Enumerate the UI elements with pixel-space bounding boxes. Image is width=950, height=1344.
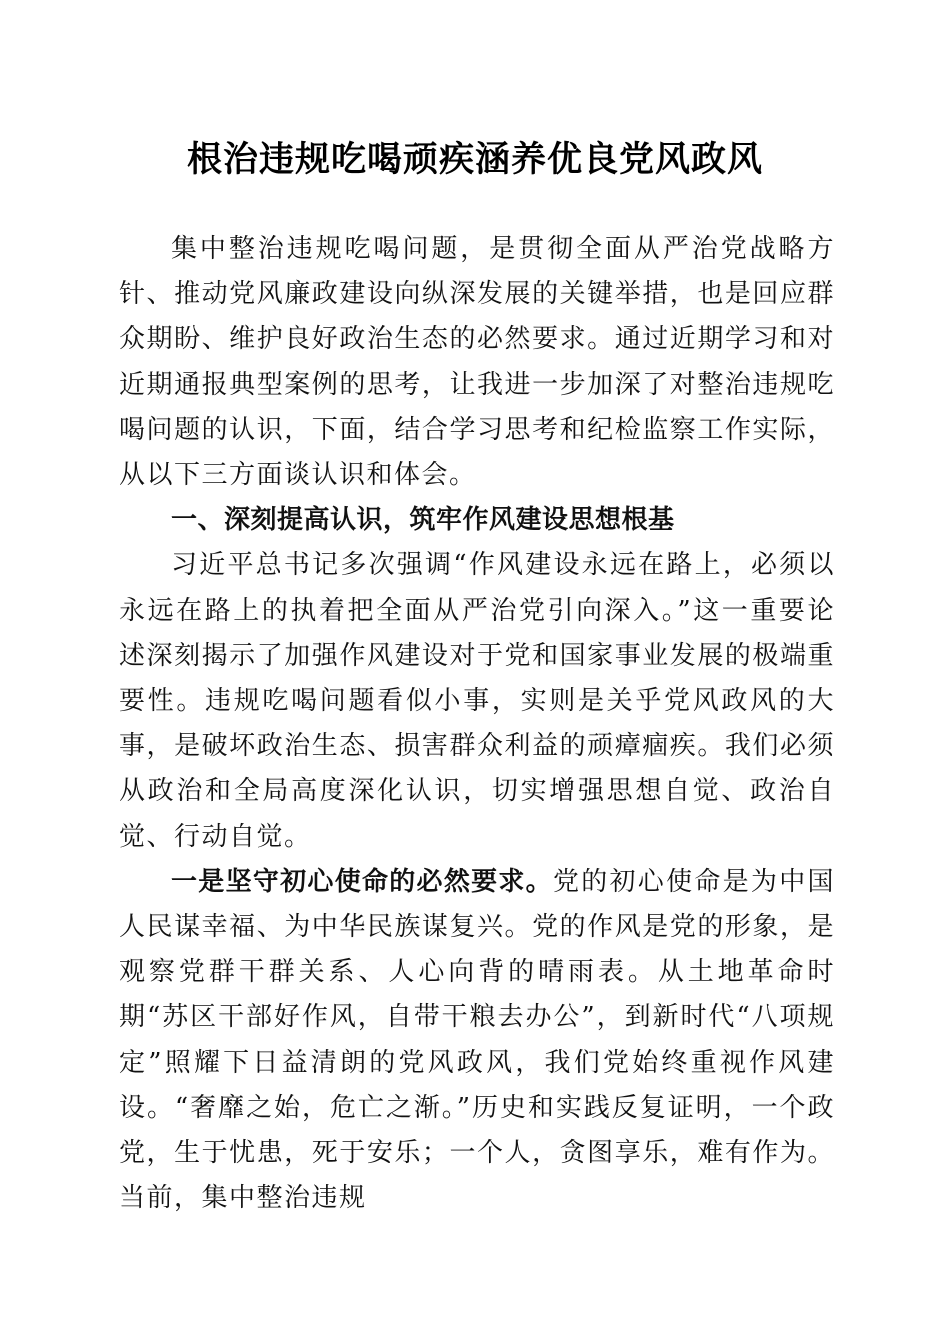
point-lead: 一是坚守初心使命的必然要求。 [171, 866, 553, 897]
section-paragraph: 习近平总书记多次强调“作风建设永远在路上，必须以永远在路上的执着把全面从严治党引向深入。”这一重要论述深刻揭示了加强作风建设对于党和国家事业发展的极端重要性。违规吃喝问题看似小事，实则是关乎党风政风的大事，是破坏政治生态、损害群众利益的顽瘴痼疾。我们必须从政治和全局高度深化认识，切实增强思想自觉、政治自觉、行动自觉。 [119, 550, 835, 852]
intro-paragraph: 集中整治违规吃喝问题，是贯彻全面从严治党战略方针、推动党风廉政建设向纵深发展的关键举措，也是回应群众期盼、维护良好政治生态的必然要求。通过近期学习和对近期通报典型案例的思考，让我进一步加深了对整治违规吃喝问题的认识，下面，结合学习思考和纪检监察工作实际，从以下三方面谈认识和体会。 [119, 234, 835, 491]
document-title: 根治违规吃喝顽疾涵养优良党风政风 [186, 139, 763, 180]
point-paragraph [119, 860, 835, 1222]
document-body [119, 227, 835, 1221]
section-heading: 一、深刻提高认识，筑牢作风建设思想根基 [171, 505, 675, 536]
point-text: 党的初心使命是为中国人民谋幸福、为中华民族谋复兴。党的作风是党的形象，是观察党群干群关系、人心向背的晴雨表。从土地革命时期“苏区干部好作风，自带干粮去办公”，到新时代“八项规定”照耀下日益清朗的党风政风，我们党始终重视作风建设。“奢靡之始，危亡之渐。”历史和实践反复证明，一个政党，生于忧患，死于安乐；一个人，贪图享乐，难有作为。当前，集中整治违规 [119, 866, 835, 1214]
